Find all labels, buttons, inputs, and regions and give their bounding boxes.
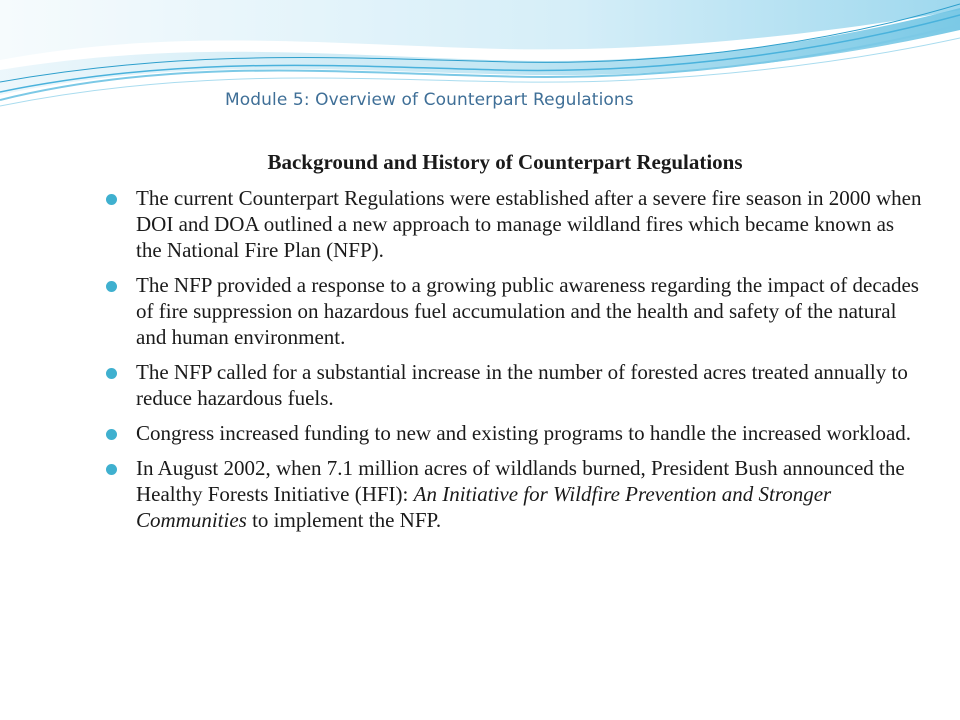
bullet-text-before: In August 2002, when 7.1 million acres of wildlands burned, President Bush announced the Healthy Forests Initiative (HFI): — [136, 456, 905, 506]
bullet-dot-icon — [106, 194, 117, 205]
module-title: Module 5: Overview of Counterpart Regulations — [225, 90, 634, 110]
bullet-item — [104, 359, 924, 411]
bullet-dot-icon — [106, 464, 117, 475]
bullet-text: Congress increased funding to new and existing programs to handle the increased workload. — [136, 421, 912, 445]
slide-heading: Background and History of Counterpart Regulations — [267, 150, 743, 174]
bullet-list — [104, 185, 924, 542]
bullet-dot-icon — [106, 368, 117, 379]
bullet-item — [104, 455, 924, 533]
bullet-item — [104, 420, 924, 446]
bullet-text: The current Counterpart Regulations were established after a severe fire season in 2000 when DOI and DOA outlined a new approach to manage wildland fires which became known as the National Fire Plan (NFP). — [136, 186, 922, 262]
bullet-text-italic: An Initiative for Wildfire Prevention and Stronger Communities — [136, 482, 832, 532]
bullet-text: The NFP called for a substantial increase in the number of forested acres treated annually to reduce hazardous fuels. — [136, 360, 908, 410]
bullet-text-after: to implement the NFP. — [246, 508, 442, 532]
bullet-dot-icon — [106, 281, 117, 292]
bullet-item — [104, 272, 924, 350]
bullet-dot-icon — [106, 429, 117, 440]
bullet-item — [104, 185, 924, 263]
bullet-text: The NFP provided a response to a growing public awareness regarding the impact of decades of fire suppression on hazardous fuel accumulation and the health and safety of the natural and human environment. — [136, 273, 919, 349]
